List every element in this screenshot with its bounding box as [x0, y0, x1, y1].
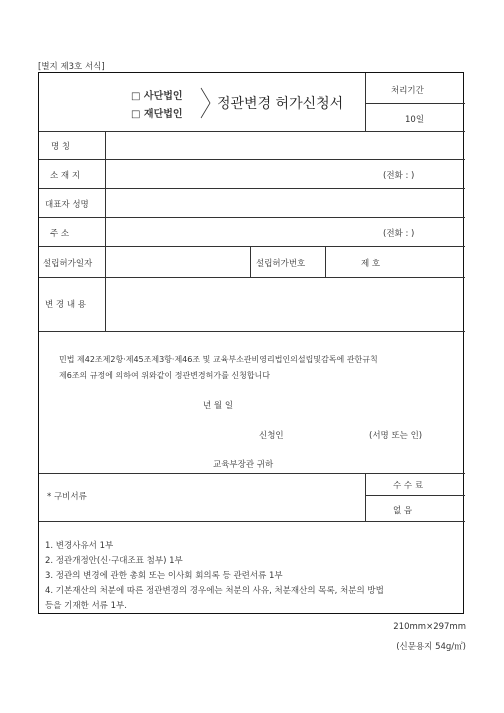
processing-period-label: 처리기간 — [391, 86, 424, 96]
document-item-2: 2. 정관개정안(신·구대조표 첨부) 1부 — [45, 556, 183, 566]
change-details-field[interactable] — [107, 278, 464, 330]
required-documents-label: * 구비서류 — [47, 492, 87, 502]
fee-value: 없 음 — [393, 506, 413, 516]
document-item-4: 4. 기본재산의 처분에 따른 정관변경의 경우에는 처분의 사유, 처분재산의 목록, 처분의 방법 — [45, 586, 384, 596]
permit-date-field[interactable] — [107, 247, 249, 276]
permit-number-label: 설립허가번호 — [256, 259, 306, 269]
declaration-line-2: 제6조의 규정에 의하여 위와같이 정관변경허가를 신청합니다 — [59, 371, 271, 380]
signature-label[interactable]: (서명 또는 인) — [369, 431, 423, 441]
bracket-icon — [200, 87, 212, 119]
checkbox-incorporated-association[interactable]: □ 사단법인 — [131, 91, 183, 102]
document-item-1: 1. 변경사유서 1부 — [45, 541, 114, 551]
fee-label: 수 수 료 — [393, 481, 424, 491]
document-item-4-continued: 등을 기재한 서류 1부. — [45, 601, 127, 611]
change-details-label: 변 경 내 용 — [45, 300, 86, 310]
representative-field[interactable] — [107, 189, 464, 216]
recipient-label: 교육부장관 귀하 — [213, 460, 274, 470]
address-label: 소 재 지 — [50, 171, 81, 181]
permit-number-value[interactable]: 제 호 — [361, 259, 381, 269]
processing-period-value: 10일 — [405, 115, 425, 125]
form-number-label: [별지 제3호 서식] — [38, 62, 105, 72]
paper-size: 210mm×297mm — [393, 622, 466, 632]
checkbox-incorporated-foundation[interactable]: □ 재단법인 — [131, 109, 183, 120]
representative-label: 대표자 성명 — [45, 200, 89, 210]
form-title: 정관변경 허가신청서 — [217, 96, 344, 112]
declaration-line-1: 민법 제42조제2항·제45조제3항·제46조 및 교육부소관비영리법인의설립및감독에 관한규칙 — [59, 355, 378, 364]
application-form — [38, 72, 464, 614]
name-field[interactable] — [107, 132, 464, 158]
address-phone: (전화 : ) — [383, 171, 415, 181]
name-label: 명 칭 — [51, 142, 71, 152]
document-item-3: 3. 정관의 변경에 관한 총회 또는 이사회 회의록 등 관련서류 1부 — [45, 571, 283, 581]
paper-type: (신문용지 54g/㎡) — [396, 642, 466, 652]
permit-date-label: 설립허가일자 — [43, 259, 93, 269]
residence-phone: (전화 : ) — [383, 229, 415, 239]
applicant-label: 신청인 — [259, 431, 284, 441]
residence-label: 주 소 — [50, 229, 70, 239]
application-date[interactable]: 년 월 일 — [203, 401, 234, 411]
